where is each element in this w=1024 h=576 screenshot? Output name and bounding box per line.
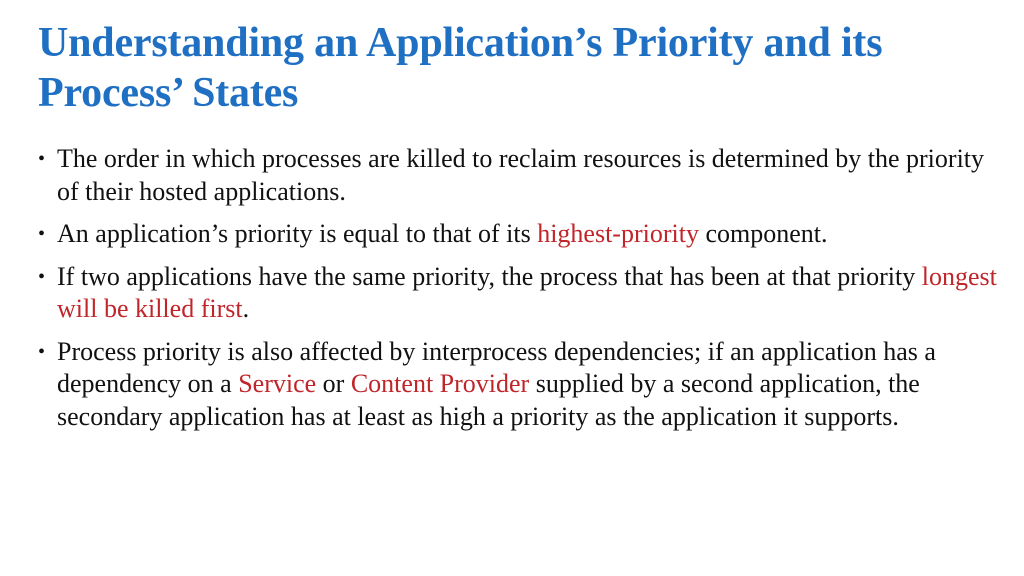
highlight-highest-priority: highest-priority xyxy=(537,219,699,248)
bullet-icon: • xyxy=(38,223,46,245)
bullet-text: component. xyxy=(698,219,828,248)
bullet-item-dependencies xyxy=(38,336,1008,434)
bullet-text: If two applications have the same priority, the process that has been at that priority xyxy=(57,261,922,291)
slide-title: Understanding an Application’s Priority and its Process’ States xyxy=(38,20,883,116)
bullet-text: An application’s priority is equal to that of its xyxy=(57,219,538,248)
bullet-item-kill-order xyxy=(38,143,1008,208)
bullet-item-same-priority xyxy=(38,261,1008,326)
highlight-content-provider: Content Provider xyxy=(350,369,530,398)
bullet-text: . xyxy=(242,294,250,323)
bullet-text: or xyxy=(316,369,351,398)
bullet-icon: • xyxy=(38,340,46,363)
bullet-text: supplied by a second application, the secondary application has at least as high a priority as the application it supports. xyxy=(57,369,920,431)
bullet-item-app-priority xyxy=(38,218,1008,251)
bullet-icon: • xyxy=(38,148,46,170)
bullet-icon: • xyxy=(38,265,46,288)
bullet-text: Process priority is also affected by interprocess dependencies; if an application has a dependency on a xyxy=(57,336,936,398)
highlight-service: Service xyxy=(238,369,317,398)
bullet-text: The order in which processes are killed to reclaim resources is determined by the priority of their hosted applications. xyxy=(57,144,985,206)
highlight-longest-killed-first: longest will be killed first xyxy=(57,261,997,323)
bullet-list xyxy=(38,143,1008,443)
